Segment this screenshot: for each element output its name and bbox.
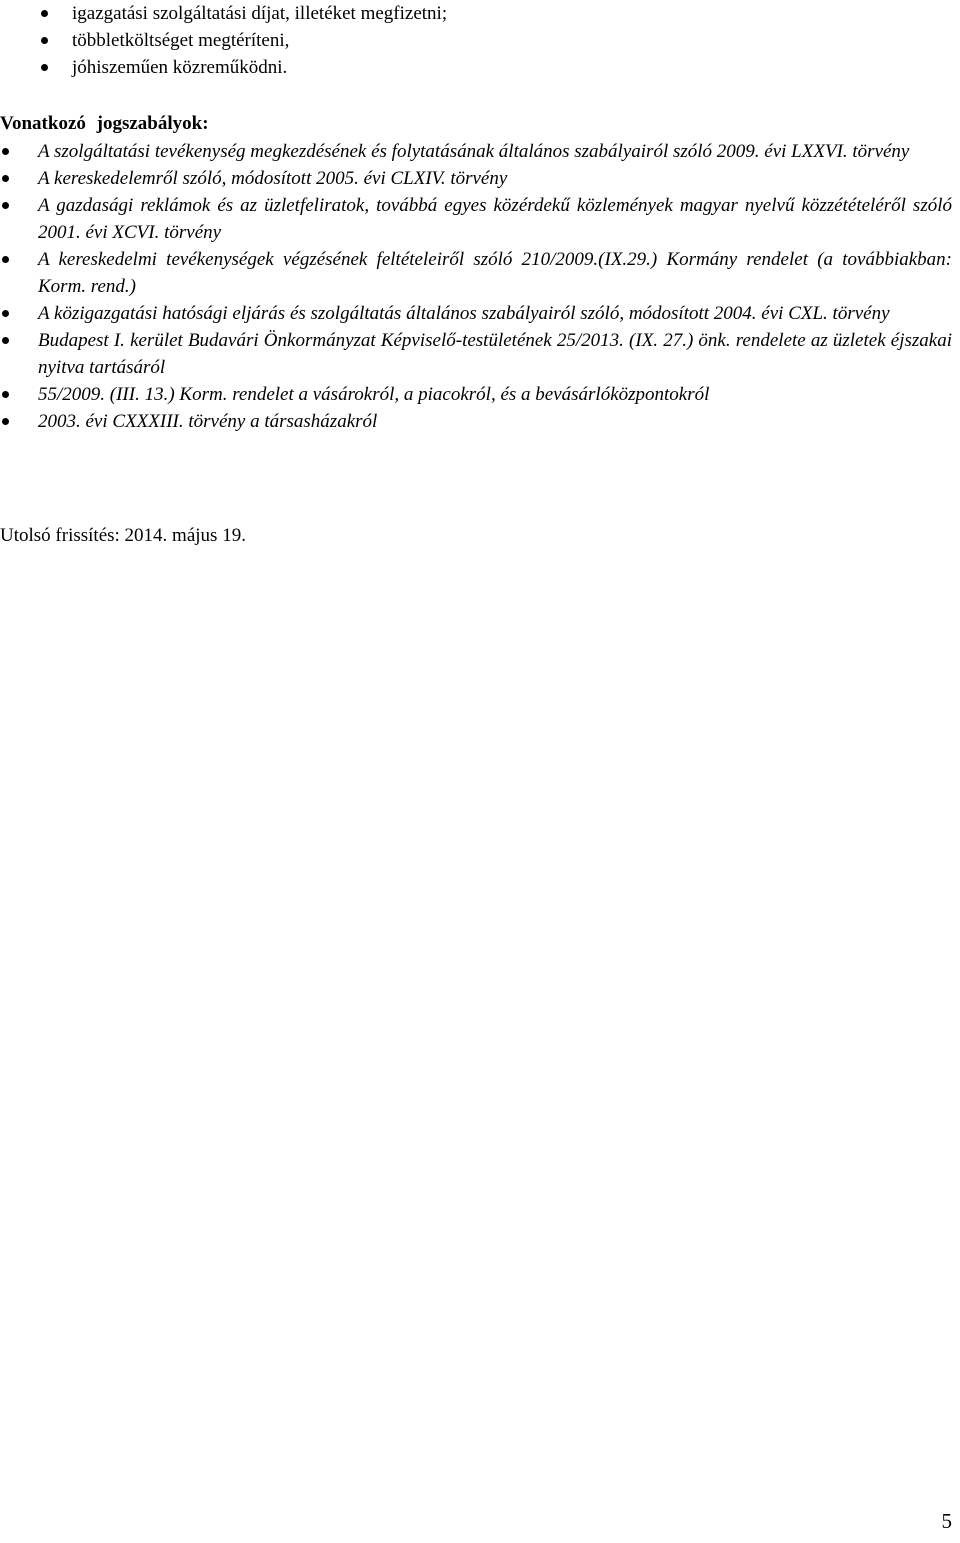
list-item-text: igazgatási szolgáltatási díjat, illetéket megfizetni; xyxy=(72,3,448,24)
list-item xyxy=(0,165,956,192)
list-item xyxy=(0,27,940,54)
list-item xyxy=(0,192,956,246)
regulation-text: 2003. évi CXXXIII. törvény a társasházakról xyxy=(38,411,378,432)
list-item xyxy=(0,246,956,300)
regulation-text: A kereskedelemről szóló, módosított 2005. évi CLXIV. törvény xyxy=(38,168,508,189)
regulation-text: Budapest I. kerület Budavári Önkormányzat Képviselő-testületének 25/2013. (IX. 27.) önk. rendelete az üzletek éjszakai nyitva tartásáról xyxy=(38,330,952,378)
regulation-text: A kereskedelmi tevékenységek végzésének feltételeiről szóló 210/2009.(IX.29.) Kormány rendelet (a továbbiakban: Korm. rend.) xyxy=(38,249,952,297)
list-item-text: többletköltséget megtéríteni, xyxy=(72,30,290,51)
list-item xyxy=(0,408,956,435)
list-item xyxy=(0,138,956,165)
regulation-text: A közigazgatási hatósági eljárás és szolgáltatás általános szabályairól szóló, módosított 2004. évi CXL. törvény xyxy=(38,303,890,324)
regulation-text: 55/2009. (III. 13.) Korm. rendelet a vásárokról, a piacokról, és a bevásárlóközpontokról xyxy=(38,384,710,405)
list-item xyxy=(0,327,956,381)
bullet-icon xyxy=(2,175,9,182)
regulations-list xyxy=(0,138,956,435)
list-item xyxy=(0,300,956,327)
list-item xyxy=(0,381,956,408)
regulation-text: A gazdasági reklámok és az üzletfeliratok, továbbá egyes közérdekű közlemények magyar nyelvű közzétételéről szóló 2001. évi XCVI. törvény xyxy=(38,195,952,243)
list-item xyxy=(0,0,940,27)
bullet-icon xyxy=(2,148,9,155)
bullet-icon xyxy=(2,337,9,344)
bullet-icon xyxy=(41,64,48,71)
bullet-icon xyxy=(2,256,9,263)
list-item xyxy=(0,54,940,81)
regulation-text: A szolgáltatási tevékenység megkezdésének és folytatásának általános szabályairól szóló 2009. évi LXXVI. törvény xyxy=(38,141,910,162)
bullet-icon xyxy=(2,391,9,398)
bullet-icon xyxy=(41,10,48,17)
obligations-list xyxy=(0,0,940,81)
last-update-text: Utolsó frissítés: 2014. május 19. xyxy=(0,525,246,546)
bullet-icon xyxy=(2,418,9,425)
bullet-icon xyxy=(2,202,9,209)
section-heading: Vonatkozó jogszabályok: xyxy=(0,113,209,134)
bullet-icon xyxy=(2,310,9,317)
bullet-icon xyxy=(41,37,48,44)
page-number: 5 xyxy=(941,1509,952,1533)
list-item-text: jóhiszeműen közreműködni. xyxy=(72,57,288,78)
